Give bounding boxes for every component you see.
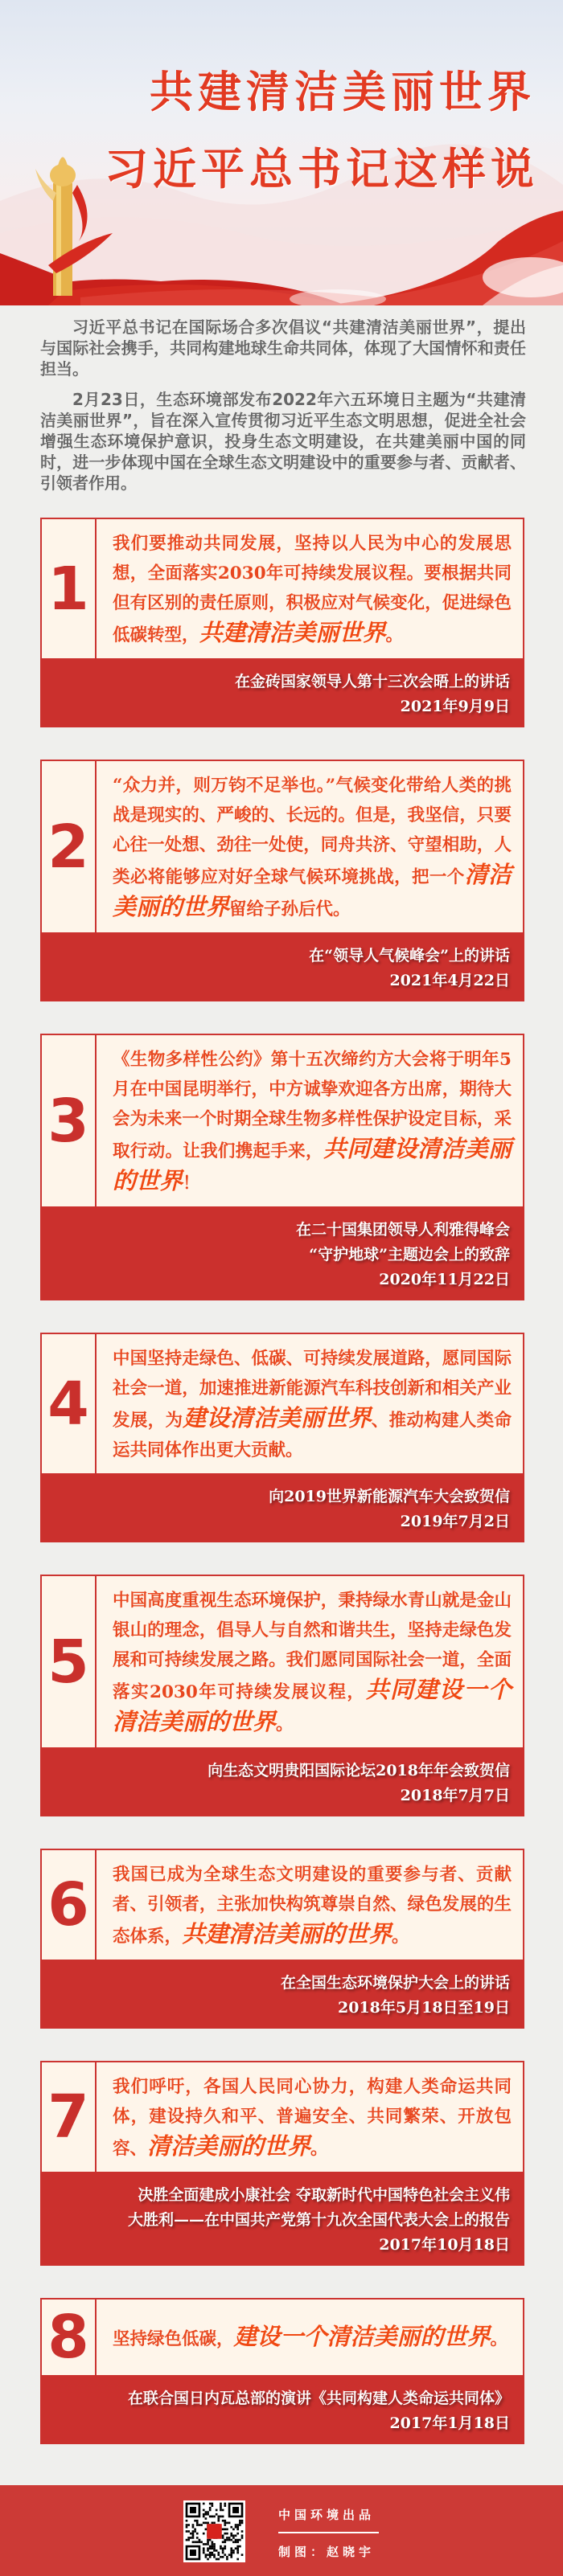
credits: [278, 2506, 379, 2560]
quote-emphasis: 共同建设清洁美丽的世界: [113, 1135, 512, 1194]
title-line-1: 共建清洁美丽世界: [150, 66, 536, 117]
source-title: 向生态文明贵阳国际论坛2018年年会致贺信: [208, 1762, 510, 1779]
quote-text: 。: [392, 1927, 409, 1947]
intro-paragraph: 2月23日，生态环境部发布2022年六五环境日主题为“共建清洁美丽世界”，旨在深入宣传贯彻习近平生态文明思想，促进全社会增强生态环境保护意识，投身生态文明建设，在共建美丽中国的同时，进一步体现中国在全球生态文明建设中的重要参与者、贡献者、引领者作用。: [40, 390, 526, 493]
quote-emphasis: 建设一个清洁美丽的世界: [233, 2323, 491, 2350]
source-date: 2021年9月9日: [400, 698, 510, 715]
quote-text: 我们呼吁，各国人民同心协力，构建人类命运共同体，建设持久和平、普遍安全、共同繁荣、开放包容、: [113, 2077, 512, 2159]
card-quote: [97, 761, 523, 932]
designer-label: 制图：赵晓宇: [278, 2545, 376, 2559]
quote-card: [40, 1849, 524, 2029]
card-source: [40, 1747, 524, 1816]
quote-emphasis: 共建清洁美丽的世界: [182, 1920, 392, 1947]
source-title: 在二十国集团领导人利雅得峰会: [295, 1221, 510, 1239]
card-body: [40, 1034, 524, 1206]
quote-text: 我国已成为全球生态文明建设的重要参与者、贡献者、引领者，主张加快构筑尊崇自然、绿色发展的生态体系，: [113, 1865, 512, 1947]
card-number: 3: [42, 1035, 97, 1206]
quote-text: 。: [385, 625, 404, 645]
qr-code-icon: [183, 2500, 245, 2562]
source-date: 2020年11月22日: [379, 1271, 510, 1288]
card-quote: [97, 2300, 523, 2375]
card-source: [40, 1206, 524, 1300]
card-number: 2: [42, 761, 97, 932]
quote-text: “众力并，则万钧不足举也。”气候变化带给人类的挑战是现实的、严峻的、长远的。但是，我坚信，只要心往一处想、劲往一处使，同舟共济、守望相助，人类必将能够应对好全球气候环境挑战，把一个: [113, 776, 512, 887]
intro-paragraph: 习近平总书记在国际场合多次倡议“共建清洁美丽世界”，提出与国际社会携手，共同构建地球生命共同体，体现了大国情怀和责任担当。: [40, 317, 526, 379]
quote-text: 坚持绿色低碳，: [113, 2329, 234, 2349]
source-date: 2017年10月18日: [379, 2236, 510, 2254]
quote-card: [40, 1034, 524, 1300]
source-date: 2019年7月2日: [400, 1513, 510, 1530]
card-body: [40, 518, 524, 658]
divider: [278, 2532, 379, 2533]
quote-cards: [0, 518, 563, 2444]
card-body: [40, 1333, 524, 1473]
quote-card: [40, 518, 524, 727]
title-line-2: 习近平总书记这样说: [105, 143, 539, 195]
quote-text: 。: [276, 1714, 294, 1734]
quote-text: 中国高度重视生态环境保护，秉持绿水青山就是金山银山的理念，倡导人与自然和谐共生，坚持走绿色发展和可持续发展之路。我们愿同国际社会一道，全面落实2030年可持续发展议程，: [113, 1591, 512, 1702]
quote-card: [40, 1575, 524, 1816]
quote-emphasis: 清洁美丽的世界: [147, 2132, 311, 2160]
card-source: [40, 1960, 524, 2029]
source-date: 2018年5月18日至19日: [338, 1999, 510, 2017]
source-title: 大胜利——在中国共产党第十九次全国代表大会上的报告: [127, 2211, 510, 2229]
quote-text: 。: [310, 2139, 328, 2159]
card-quote: [97, 1850, 523, 1960]
quote-text: 留给子孙后代。: [229, 899, 351, 919]
card-source: [40, 2375, 524, 2444]
quote-card: [40, 1333, 524, 1542]
card-quote: [97, 519, 523, 658]
publisher-label: 中国环境出品: [278, 2508, 376, 2522]
source-date: 2017年1月18日: [389, 2414, 510, 2432]
quote-card: [40, 760, 524, 1001]
card-body: [40, 1575, 524, 1747]
card-number: 1: [42, 519, 97, 658]
quote-text: 中国坚持走绿色、低碳、可持续发展道路，愿同国际社会一道，加速推进新能源汽车科技创新和相关产业发展，为: [113, 1349, 512, 1431]
card-number: 4: [42, 1334, 97, 1473]
card-body: [40, 1849, 524, 1960]
card-number: 7: [42, 2062, 97, 2172]
card-body: [40, 2298, 524, 2375]
source-title: 在联合国日内瓦总部的演讲《共同构建人类命运共同体》: [127, 2390, 510, 2407]
source-title: 决胜全面建成小康社会 夺取新时代中国特色社会主义伟: [138, 2186, 510, 2204]
quote-text: 、推动构建人类命运共同体作出更大贡献。: [113, 1411, 512, 1460]
footer: [0, 2485, 563, 2576]
card-source: [40, 1473, 524, 1542]
card-quote: [97, 2062, 523, 2172]
card-body: [40, 760, 524, 932]
source-date: 2021年4月22日: [389, 972, 510, 989]
card-body: [40, 2061, 524, 2172]
quote-text: 《生物多样性公约》第十五次缔约方大会将于明年5月在中国昆明举行，中方诚挚欢迎各方出席，期待大会为未来一个时期全球生物多样性保护设定目标，采取行动。让我们携起手来，: [113, 1050, 512, 1161]
card-number: 8: [42, 2300, 97, 2375]
source-title: 在“领导人气候峰会”上的讲话: [309, 947, 510, 964]
quote-text: 我们要推动共同发展，坚持以人民为中心的发展思想，全面落实2030年可持续发展议程。要根据共同但有区别的责任原则，积极应对气候变化，促进绿色低碳转型，: [113, 534, 512, 645]
source-date: 2018年7月7日: [400, 1787, 510, 1804]
quote-card: [40, 2298, 524, 2444]
quote-emphasis: 清洁美丽的世界: [113, 861, 512, 920]
quote-emphasis: 建设清洁美丽世界: [183, 1404, 372, 1431]
source-title: 在金砖国家领导人第十三次会晤上的讲话: [234, 673, 510, 690]
card-quote: [97, 1576, 523, 1747]
quote-emphasis: 共同建设一个清洁美丽的世界: [113, 1676, 512, 1735]
quote-emphasis: 共建清洁美丽世界: [199, 619, 386, 646]
quote-text: ！: [183, 1173, 200, 1194]
quote-text: 。: [490, 2329, 508, 2349]
card-source: [40, 658, 524, 727]
card-source: [40, 932, 524, 1001]
source-title: “守护地球”主题边会上的致辞: [309, 1246, 510, 1263]
card-quote: [97, 1035, 523, 1206]
source-title: 向2019世界新能源汽车大会致贺信: [269, 1488, 510, 1505]
quote-card: [40, 2061, 524, 2266]
card-number: 5: [42, 1576, 97, 1747]
card-number: 6: [42, 1850, 97, 1960]
card-source: [40, 2172, 524, 2266]
source-title: 在全国生态环境保护大会上的讲话: [280, 1974, 510, 1992]
card-quote: [97, 1334, 523, 1473]
